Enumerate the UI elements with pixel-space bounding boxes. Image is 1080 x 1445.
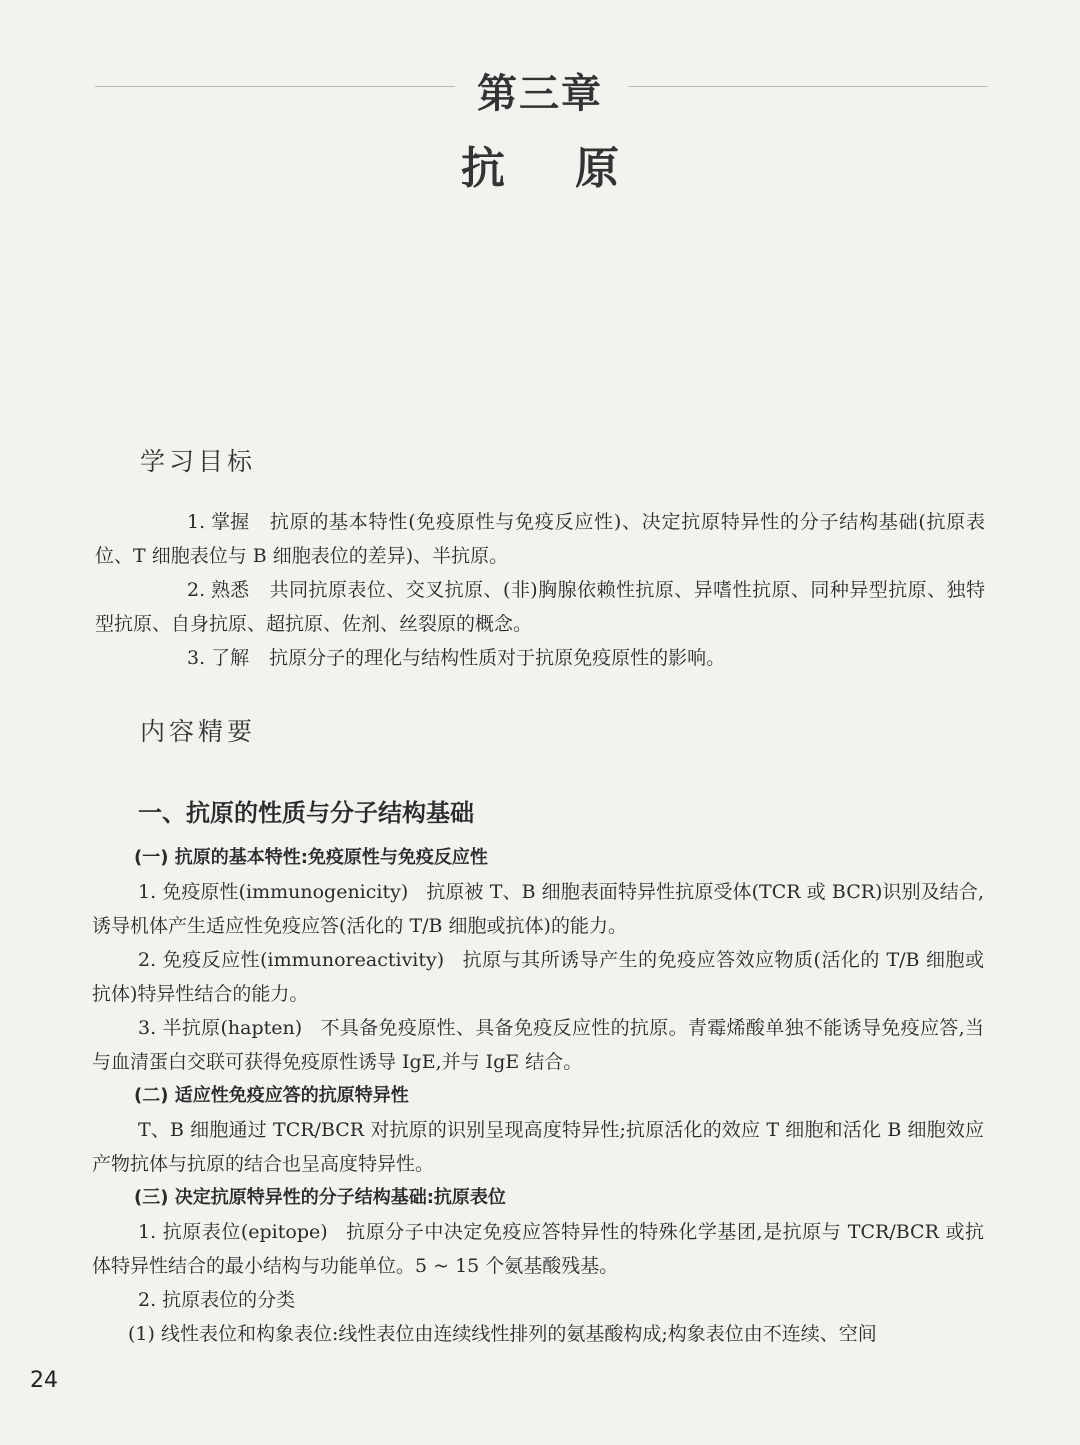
- term: 2. 免疫反应性(immunoreactivity): [138, 949, 445, 971]
- section-heading-1: 一、抗原的性质与分子结构基础: [138, 798, 474, 827]
- objective-item: [95, 573, 985, 641]
- objective-text: 抗原的基本特性(免疫原性与免疫反应性)、决定抗原特异性的分子结构基础(抗原表位、T 细胞表位与 B 细胞表位的差异)、半抗原。: [95, 511, 985, 567]
- objective-item: [95, 505, 985, 573]
- paragraph: T、B 细胞通过 TCR/BCR 对抗原的识别呈现高度特异性;抗原活化的效应 T 细胞和活化 B 细胞效应产物抗体与抗原的结合也呈高度特异性。: [92, 1119, 984, 1175]
- objectives-heading: 学习目标: [140, 447, 257, 476]
- objective-text: 共同抗原表位、交叉抗原、(非)胸腺依赖性抗原、异嗜性抗原、同种异型抗原、独特型抗原、自身抗原、超抗原、佐剂、丝裂原的概念。: [95, 579, 985, 635]
- term: 3. 半抗原(hapten): [138, 1017, 303, 1039]
- objectives-list: [95, 505, 985, 675]
- objective-tag: 3. 了解: [187, 647, 250, 669]
- content-body: [92, 795, 984, 1351]
- subsection-heading-3: (三) 决定抗原特异性的分子结构基础:抗原表位: [134, 1187, 506, 1208]
- paragraph: [92, 943, 984, 1011]
- chapter-label: 第三章: [477, 70, 603, 117]
- subsection-heading-2: (二) 适应性免疫应答的抗原特异性: [134, 1085, 409, 1106]
- paragraph-text: 抗原被 T、B 细胞表面特异性抗原受体(TCR 或 BCR)识别及结合,诱导机体产生适应性免疫应答(活化的 T/B 细胞或抗体)的能力。: [92, 881, 984, 937]
- summary-heading: 内容精要: [140, 717, 257, 746]
- objective-text: 抗原分子的理化与结构性质对于抗原免疫原性的影响。: [269, 647, 726, 669]
- paragraph: [92, 1011, 984, 1079]
- paragraph-text: 不具备免疫原性、具备免疫反应性的抗原。青霉烯酸单独不能诱导免疫应答,当与血清蛋白交联可获得免疫原性诱导 IgE,并与 IgE 结合。: [92, 1017, 984, 1073]
- paragraph-text: 抗原分子中决定免疫应答特异性的特殊化学基团,是抗原与 TCR/BCR 或抗体特异性结合的最小结构与功能单位。5 ~ 15 个氨基酸残基。: [92, 1221, 984, 1277]
- subsection-heading-1: (一) 抗原的基本特性:免疫原性与免疫反应性: [134, 847, 488, 868]
- paragraph: [92, 1215, 984, 1283]
- page-number: 24: [30, 1368, 58, 1393]
- paragraph: 2. 抗原表位的分类: [138, 1289, 296, 1311]
- paragraph: [92, 875, 984, 943]
- term: 1. 免疫原性(immunogenicity): [138, 881, 409, 903]
- paragraph: (1) 线性表位和构象表位:线性表位由连续线性排列的氨基酸构成;构象表位由不连续、空间: [128, 1323, 877, 1345]
- chapter-title: 抗原: [461, 143, 689, 194]
- objective-tag: 2. 熟悉: [187, 579, 250, 601]
- paragraph-text: 抗原与其所诱导产生的免疫应答效应物质(活化的 T/B 细胞或抗体)特异性结合的能力。: [92, 949, 985, 1005]
- objective-tag: 1. 掌握: [187, 511, 250, 533]
- objective-item: [95, 641, 985, 675]
- term: 1. 抗原表位(epitope): [138, 1221, 328, 1243]
